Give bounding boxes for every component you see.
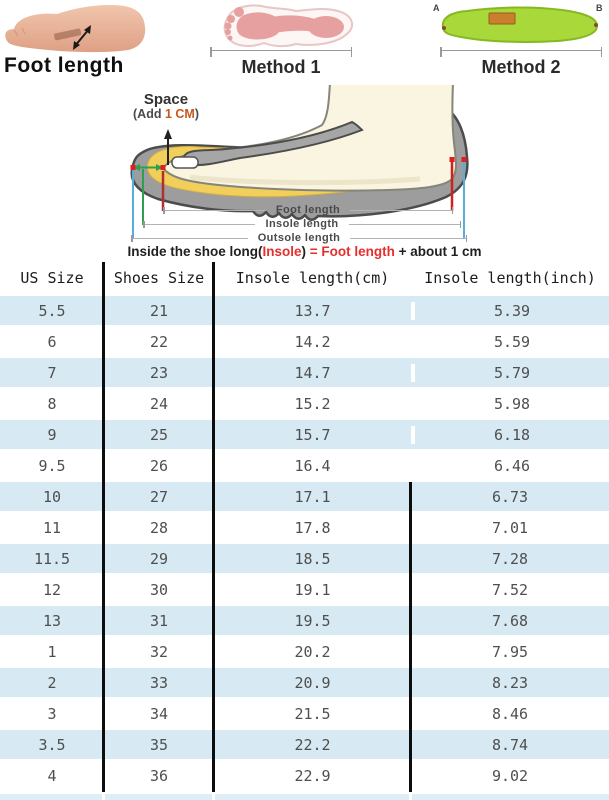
cell-shoes-size: 23: [149, 363, 169, 382]
formula-equals: =: [309, 244, 322, 259]
cell-shoes-size: 32: [149, 642, 169, 661]
cell-insole-cm: 20.2: [294, 642, 331, 661]
cell-us-size: 8: [47, 394, 57, 413]
table-row: [0, 606, 609, 635]
table-row: [0, 575, 609, 604]
table-row: [0, 544, 609, 573]
add-suffix: ): [194, 107, 199, 121]
table-row: [0, 699, 609, 728]
method2-title: Method 2: [481, 57, 561, 77]
cell-us-size: 4: [47, 766, 57, 785]
cell-insole-inch: 6.73: [491, 487, 529, 506]
space-label: Space: [143, 91, 189, 108]
add-prefix: (Add: [133, 107, 165, 121]
cell-shoes-size: 21: [149, 301, 169, 320]
cell-insole-inch: 7.52: [491, 580, 529, 599]
cell-insole-cm: 13.7: [294, 301, 331, 320]
cell-insole-cm: 19.1: [294, 580, 331, 599]
cell-shoes-size: 22: [149, 332, 169, 351]
table-row: [0, 730, 609, 759]
cell-insole-cm: 20.9: [294, 673, 331, 692]
cell-us-size: 3: [47, 704, 57, 723]
table-header-row: [0, 262, 609, 294]
column-divider-1: [102, 262, 105, 792]
column-divider-2: [212, 262, 215, 792]
cell-insole-cm: 22.2: [294, 735, 331, 754]
cell-insole-cm: 14.7: [294, 363, 331, 382]
outsole-length-dimension: [131, 233, 467, 243]
cell-insole-inch: 6.46: [411, 457, 609, 475]
method1-title: Method 1: [241, 57, 321, 77]
table-row: [0, 420, 609, 449]
foot-length-dimension: [163, 205, 453, 215]
cell-shoes-size: 28: [149, 518, 169, 537]
table-row: [0, 389, 609, 418]
insole-point-a: A: [433, 3, 440, 13]
cell-insole-inch: 5.79: [411, 364, 609, 382]
cell-insole-cm: 21.5: [294, 704, 331, 723]
cell-us-size: 9: [47, 425, 57, 444]
formula-mid: ): [301, 244, 310, 259]
cell-insole-inch: 8.46: [491, 704, 529, 723]
cell-shoes-size: 27: [149, 487, 169, 506]
column-divider-3: [409, 482, 412, 792]
cell-insole-cm: 22.9: [294, 766, 331, 785]
outsole-length-dim-label: Outsole length: [257, 232, 341, 244]
cell-shoes-size: 33: [149, 673, 169, 692]
cell-insole-inch: 5.59: [411, 333, 609, 351]
size-conversion-table: [0, 262, 609, 800]
insole-brand-label: [489, 13, 515, 24]
foot-photo-illustration: [2, 3, 152, 55]
insole-length-dimension: [143, 219, 461, 229]
cell-shoes-size: 29: [149, 549, 169, 568]
cell-us-size: 12: [42, 580, 62, 599]
cell-insole-inch: 5.98: [411, 395, 609, 413]
table-row: [0, 327, 609, 356]
table-row: [0, 451, 609, 480]
cell-shoes-size: 30: [149, 580, 169, 599]
formula-foot-length: Foot length: [321, 244, 395, 259]
cell-us-size: 7: [47, 363, 57, 382]
cell-insole-inch: 5.39: [411, 302, 609, 320]
cell-us-size: 11: [42, 518, 62, 537]
cell-shoes-size: 25: [149, 425, 169, 444]
column-header-insole-inch: Insole length(inch): [424, 269, 596, 287]
cell-insole-inch: 8.23: [491, 673, 529, 692]
table-row: [0, 761, 609, 790]
column-header-us-size: US Size: [20, 269, 84, 287]
cell-us-size: 10: [42, 487, 62, 506]
cell-us-size: 3.5: [38, 735, 66, 754]
insole-point-b: B: [596, 3, 603, 13]
formula-insole: Insole: [262, 244, 302, 259]
cell-insole-cm: 18.5: [294, 549, 331, 568]
cell-us-size: 1: [47, 642, 57, 661]
table-row: [0, 513, 609, 542]
cell-us-size: 2: [47, 673, 57, 692]
insole-formula-text: [0, 244, 609, 259]
cell-us-size: 6: [47, 332, 57, 351]
cell-insole-inch: 9.02: [491, 766, 529, 785]
cell-shoes-size: 34: [149, 704, 169, 723]
cell-us-size: 11.5: [33, 549, 71, 568]
cell-insole-inch: 7.68: [491, 611, 529, 630]
cell-us-size: 13: [42, 611, 62, 630]
table-row: [0, 637, 609, 666]
table-row: [0, 482, 609, 511]
cell-us-size: 5.5: [38, 301, 66, 320]
space-add-1cm-label: [104, 107, 228, 121]
foot-length-title: Foot length: [4, 54, 124, 77]
cell-insole-inch: 7.95: [491, 642, 529, 661]
cell-insole-inch: 7.01: [491, 518, 529, 537]
formula-post: + about 1 cm: [394, 244, 482, 259]
cell-us-size: 9.5: [38, 456, 66, 475]
cell-insole-cm: 15.7: [294, 425, 331, 444]
add-value: 1 CM: [164, 107, 195, 121]
insole-illustration: [437, 4, 602, 46]
cell-insole-inch: 8.74: [491, 735, 529, 754]
cell-insole-cm: 14.2: [294, 332, 331, 351]
cell-shoes-size: 26: [149, 456, 169, 475]
cell-insole-cm: 19.5: [294, 611, 331, 630]
cell-shoes-size: 35: [149, 735, 169, 754]
cell-shoes-size: 24: [149, 394, 169, 413]
size-table-rows: [0, 296, 609, 790]
cell-insole-inch: 6.18: [411, 426, 609, 444]
table-row: [0, 668, 609, 697]
partial-next-row: [0, 794, 609, 800]
table-row: [0, 296, 609, 325]
table-row: [0, 358, 609, 387]
insole-length-dim-label: Insole length: [265, 218, 339, 230]
cell-insole-cm: 17.1: [294, 487, 331, 506]
cell-insole-cm: 16.4: [294, 456, 331, 475]
cell-insole-cm: 17.8: [294, 518, 331, 537]
cell-shoes-size: 31: [149, 611, 169, 630]
footprint-illustration: [222, 3, 357, 49]
column-header-insole-cm: Insole length(cm): [235, 269, 390, 287]
formula-pre: Inside the shoe long(: [127, 244, 263, 259]
cell-insole-inch: 7.28: [491, 549, 529, 568]
column-header-shoes-size: Shoes Size: [113, 269, 205, 287]
cell-insole-cm: 15.2: [294, 394, 331, 413]
foot-length-dim-label: Foot length: [275, 204, 341, 216]
cell-shoes-size: 36: [149, 766, 169, 785]
